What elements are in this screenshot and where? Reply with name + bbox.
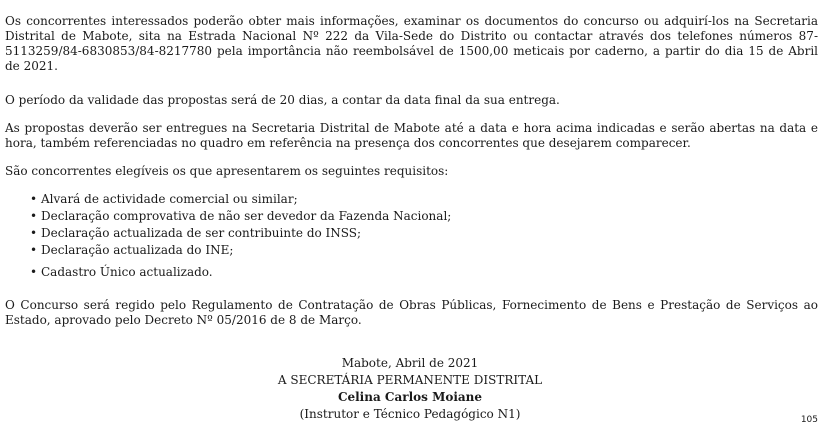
- requirement-text: Declaração actualizada do INE;: [41, 243, 234, 257]
- validity-paragraph: O período da validade das propostas será de 20 dias, a contar da data final da sua entrega.: [5, 93, 560, 107]
- bullet-icon: •: [30, 265, 38, 279]
- bullet-icon: •: [30, 192, 38, 206]
- signature-place-date: Mabote, Abril de 2021: [341, 356, 479, 370]
- requirement-text: Declaração actualizada de ser contribuinte do INSS;: [41, 226, 362, 240]
- list-item: [30, 225, 730, 242]
- signature-name: Celina Carlos Moiane: [337, 390, 483, 404]
- regulation-paragraph: O Concurso será regido pelo Regulamento de Contratação de Obras Públicas, Fornecimento de Bens e Prestação de Serviços ao Estado, aprovado pelo Decreto Nº 05/2016 de 8 de Março.: [5, 298, 818, 327]
- list-item: [30, 264, 730, 281]
- bullet-icon: •: [30, 226, 38, 240]
- signature-block: [200, 355, 620, 423]
- bullet-icon: •: [30, 209, 38, 223]
- signature-role: (Instrutor e Técnico Pedagógico N1): [299, 407, 521, 421]
- requirements-list: [30, 191, 730, 281]
- info-paragraph: Os concorrentes interessados poderão obter mais informações, examinar os documentos do concurso ou adquirí-los na Secretaria Distrital de Mabote, sita na Estrada Nacional Nº 222 da Vila-Sede do Distrito ou contactar através dos telefones números 87-5113259/84-6830853/84-8217780 pela importância não reembolsável de 1500,00 meticais por caderno, a partir do dia 15 de Abril de 2021.: [5, 14, 818, 73]
- eligibility-paragraph: São concorrentes elegíveis os que apresentarem os seguintes requisitos:: [5, 164, 449, 178]
- list-item: [30, 191, 730, 208]
- requirement-text: Alvará de actividade comercial ou similar;: [41, 192, 298, 206]
- page-number: 105: [800, 415, 818, 425]
- requirement-text: Cadastro Único actualizado.: [41, 265, 213, 279]
- signature-office: A SECRETÁRIA PERMANENTE DISTRITAL: [277, 373, 543, 387]
- bullet-icon: •: [30, 243, 38, 257]
- requirement-text: Declaração comprovativa de não ser devedor da Fazenda Nacional;: [41, 209, 452, 223]
- submission-paragraph: As propostas deverão ser entregues na Secretaria Distrital de Mabote até a data e hora acima indicadas e serão abertas na data e hora, também referenciadas no quadro em referência na presença dos concorrentes que desejarem comparecer.: [5, 121, 818, 150]
- list-item: [30, 242, 730, 259]
- list-item: [30, 208, 730, 225]
